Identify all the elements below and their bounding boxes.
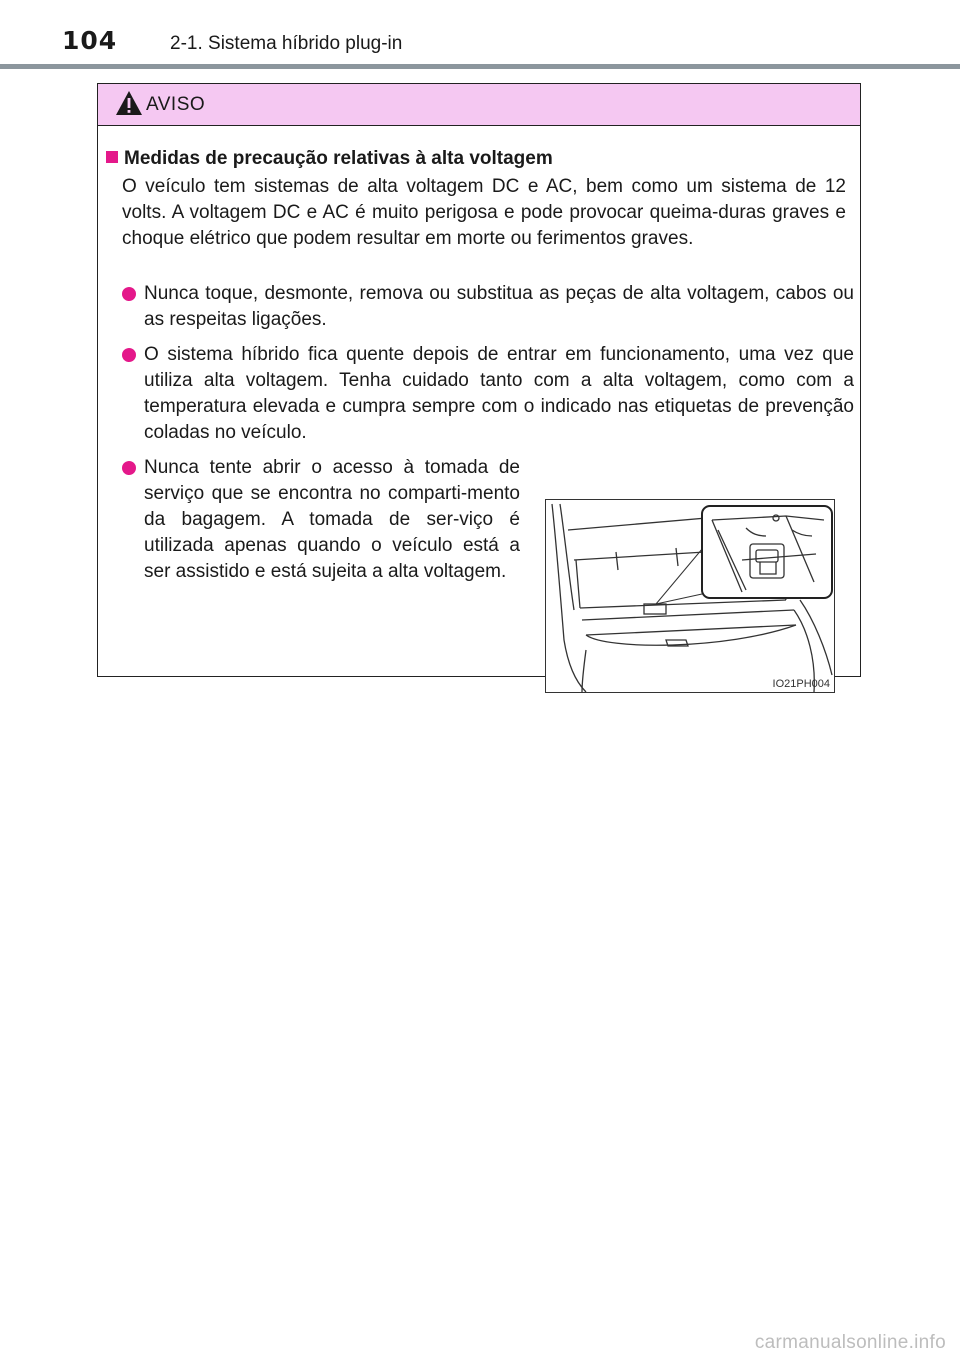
warning-intro: O veículo tem sistemas de alta voltagem DC e AC, bem como um sistema de 12 volts. A voltagem DC e AC é muito perigosa e pode provocar queima-duras graves e choque elétrico que podem resultar em morte ou ferimentos graves. xyxy=(122,176,846,249)
round-bullet-icon xyxy=(122,348,136,362)
bullet-text: O sistema híbrido fica quente depois de entrar em funcionamento, uma vez que utiliza alta voltagem. Tenha cuidado tanto com a alta voltagem, como com a temperatura elevada e cumpra sempre com o indicado nas etiquetas de prevenção coladas no veículo. xyxy=(144,344,854,443)
warning-label: AVISO xyxy=(146,94,206,115)
trunk-line-drawing xyxy=(546,500,834,692)
warning-heading-text: Medidas de precaução relativas à alta voltagem xyxy=(124,148,553,169)
warning-box xyxy=(97,83,861,690)
bullet-text: Nunca tente abrir o acesso à tomada de serviço que se encontra no comparti-mento da bagagem. A tomada de ser-viço é utilizada apenas quando o veículo está a ser assistido e está sujeita a alta voltagem. xyxy=(144,457,520,582)
trunk-service-plug-illustration xyxy=(545,499,835,693)
bullet-text: Nunca toque, desmonte, remova ou substitua as peças de alta voltagem, cabos ou as respeitas ligações. xyxy=(144,283,854,330)
warning-heading xyxy=(106,148,553,170)
warning-triangle-icon xyxy=(115,89,143,117)
page-number: 104 xyxy=(62,26,118,55)
figure-code: IO21PH004 xyxy=(772,678,830,690)
bullet-item xyxy=(122,455,520,585)
round-bullet-icon xyxy=(122,287,136,301)
watermark: carmanualsonline.info xyxy=(754,1332,946,1353)
square-bullet-icon xyxy=(106,151,118,163)
bullet-item xyxy=(122,342,854,446)
section-title: 2-1. Sistema híbrido plug-in xyxy=(170,33,403,54)
bullet-item xyxy=(122,281,854,333)
warning-header xyxy=(98,84,860,126)
round-bullet-icon xyxy=(122,461,136,475)
header-rule xyxy=(0,64,960,69)
